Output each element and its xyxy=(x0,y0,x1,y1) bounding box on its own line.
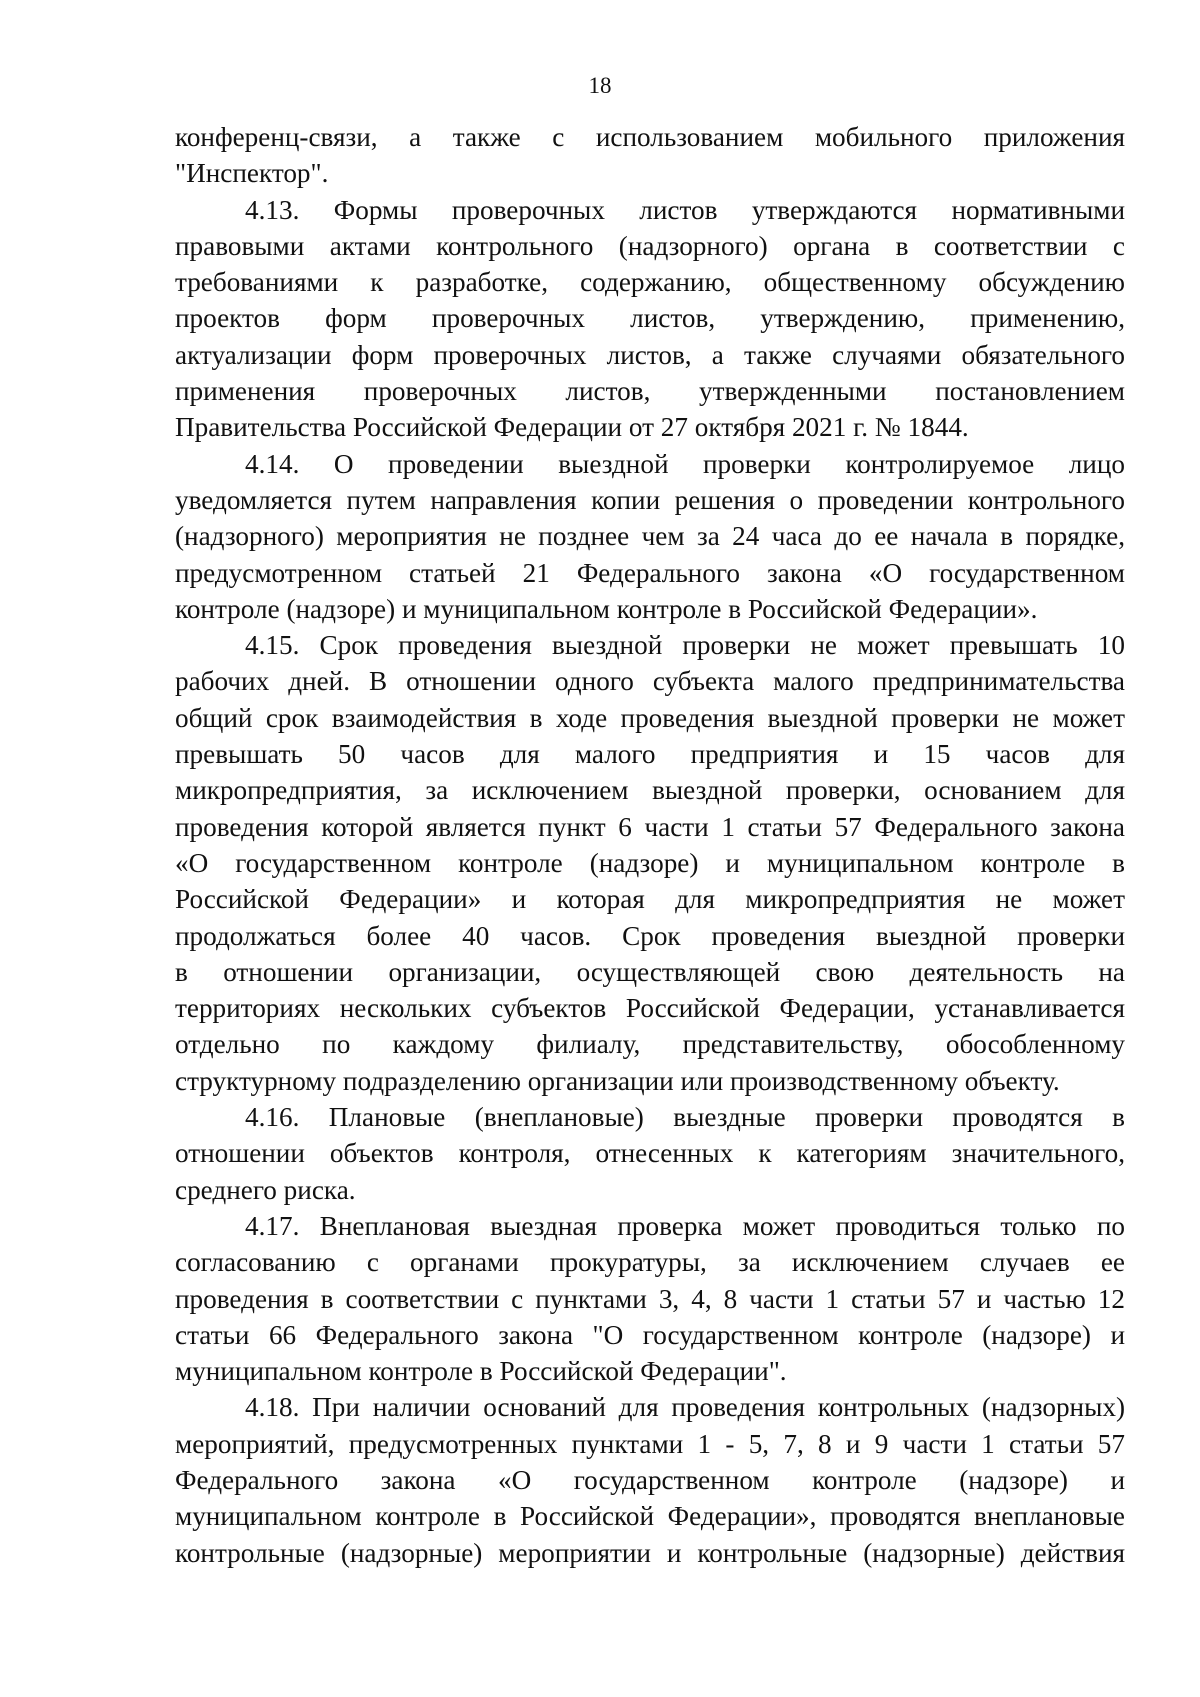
text-line: муниципальном контроле в Российской Федерации". xyxy=(175,1356,787,1387)
text-line: правовыми актами контрольного (надзорного) органа в соответствии с xyxy=(175,230,1125,261)
text-line: продолжаться более 40 часов. Срок проведения выездной проверки xyxy=(175,920,1125,951)
text-line: структурному подразделению организации или производственному объекту. xyxy=(175,1065,1060,1096)
text-line: применения проверочных листов, утвержденными постановлением xyxy=(175,376,1125,407)
text-line: 4.14. О проведении выездной проверки контролируемое лицо xyxy=(245,448,1125,479)
paragraph xyxy=(175,192,1125,446)
text-line: рабочих дней. В отношении одного субъекта малого предпринимательства xyxy=(175,666,1125,697)
text-line: статьи 66 Федерального закона "О государственном контроле (надзоре) и xyxy=(175,1319,1125,1350)
text-line: актуализации форм проверочных листов, а также случаями обязательного xyxy=(175,339,1125,370)
text-line: муниципальном контроле в Российской Федерации», проводятся внеплановые xyxy=(175,1501,1125,1532)
text-line: проведения в соответствии с пунктами 3, 4, 8 части 1 статьи 57 и частью 12 xyxy=(175,1283,1125,1314)
text-line: общий срок взаимодействия в ходе проведения выездной проверки не может xyxy=(175,702,1125,733)
text-line: Российской Федерации» и которая для микропредприятия не может xyxy=(175,884,1125,915)
text-line: требованиями к разработке, содержанию, общественному обсуждению xyxy=(175,267,1125,298)
text-line: превышать 50 часов для малого предприятия и 15 часов для xyxy=(175,739,1125,770)
text-line: контрольные (надзорные) мероприятии и контрольные (надзорные) действия xyxy=(175,1537,1125,1568)
text-line: 4.16. Плановые (внеплановые) выездные проверки проводятся в xyxy=(245,1102,1125,1133)
text-line: проведения которой является пункт 6 части 1 статьи 57 Федерального закона xyxy=(175,811,1125,842)
text-line: проектов форм проверочных листов, утверждению, применению, xyxy=(175,303,1125,334)
text-line: Правительства Российской Федерации от 27 октября 2021 г. № 1844. xyxy=(175,412,969,443)
text-line: 4.15. Срок проведения выездной проверки не может превышать 10 xyxy=(245,630,1125,661)
paragraph xyxy=(175,1208,1125,1389)
text-line: отдельно по каждому филиалу, представительству, обособленному xyxy=(175,1029,1125,1060)
text-line: 4.17. Внеплановая выездная проверка может проводиться только по xyxy=(245,1210,1125,1241)
text-line: в отношении организации, осуществляющей свою деятельность на xyxy=(175,956,1125,987)
text-line: Федерального закона «О государственном контроле (надзоре) и xyxy=(175,1464,1125,1495)
text-line: контроле (надзоре) и муниципальном контроле в Российской Федерации». xyxy=(175,593,1038,624)
text-line: микропредприятия, за исключением выездной проверки, основанием для xyxy=(175,775,1125,806)
paragraph xyxy=(175,627,1125,1099)
text-line: 4.13. Формы проверочных листов утверждаются нормативными xyxy=(245,194,1125,225)
text-line: мероприятий, предусмотренных пунктами 1 - 5, 7, 8 и 9 части 1 статьи 57 xyxy=(175,1428,1125,1459)
paragraph xyxy=(175,1099,1125,1208)
text-line: уведомляется путем направления копии решения о проведении контрольного xyxy=(175,484,1125,515)
text-line: «О государственном контроле (надзоре) и муниципальном контроле в xyxy=(175,847,1125,878)
document-body xyxy=(175,119,1125,1571)
text-line: (надзорного) мероприятия не позднее чем за 24 часа до ее начала в порядке, xyxy=(175,521,1125,552)
text-line: территориях нескольких субъектов Российской Федерации, устанавливается xyxy=(175,993,1125,1024)
paragraph xyxy=(175,1389,1125,1570)
text-line: 4.18. При наличии оснований для проведения контрольных (надзорных) xyxy=(245,1392,1125,1423)
text-line: среднего риска. xyxy=(175,1174,356,1205)
paragraph xyxy=(175,446,1125,627)
text-line: отношении объектов контроля, отнесенных к категориям значительного, xyxy=(175,1138,1125,1169)
text-line: конференц-связи, а также с использованием мобильного приложения xyxy=(175,122,1125,152)
paragraph xyxy=(175,119,1125,192)
text-line: "Инспектор". xyxy=(175,158,329,189)
text-line: согласованию с органами прокуратуры, за исключением случаев ее xyxy=(175,1247,1125,1278)
page-number: 18 xyxy=(588,73,612,98)
text-line: предусмотренном статьей 21 Федерального закона «О государственном xyxy=(175,557,1125,588)
